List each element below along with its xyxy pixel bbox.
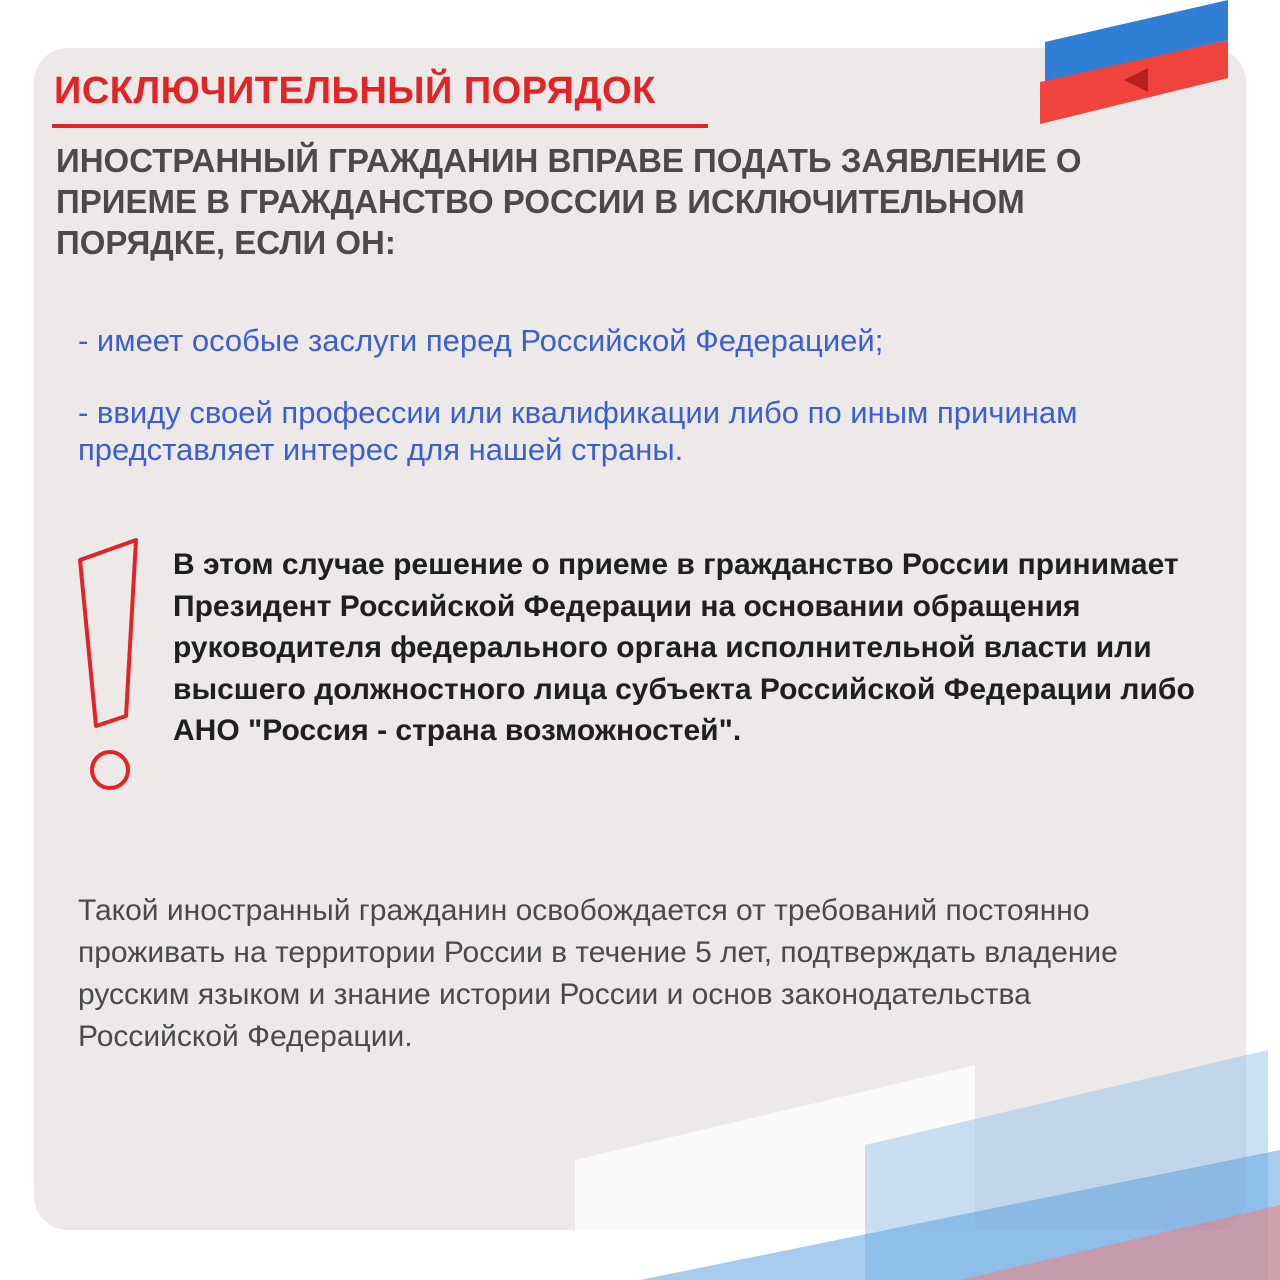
subtitle: ИНОСТРАННЫЙ ГРАЖДАНИН ВПРАВЕ ПОДАТЬ ЗАЯВЛЕНИЕ О ПРИЕМЕ В ГРАЖДАНСТВО РОССИИ В ИСКЛЮЧИТЕЛЬНОМ ПОРЯДКЕ, ЕСЛИ ОН: [56, 142, 1082, 261]
flag-white-stripe [1105, 0, 1228, 40]
exemption-text: Такой иностранный гражданин освобождается от требований постоянно проживать на территории России в течение 5 лет, подтверждать владение русским языком и знание истории России и основ законодательства Российской Федерации. [78, 894, 1118, 1053]
title-underline [52, 124, 708, 128]
condition-item: - имеет особые заслуги перед Российской Федерацией; [78, 323, 884, 358]
condition-item: - ввиду своей профессии или квалификации либо по иным причинам представляет интерес для нашей страны. [78, 395, 1078, 467]
page-title: ИСКЛЮЧИТЕЛЬНЫЙ ПОРЯДОК [54, 70, 656, 112]
president-decision-note: В этом случае решение о приеме в гражданство России принимает Президент Российской Федерации на основании обращения руководителя федерального органа исполнительной власти или высшего должностного лица субъекта Российской Федерации либо АНО "Россия - страна возможностей". [173, 548, 1195, 747]
exclamation-icon [74, 534, 144, 794]
conditions-list [78, 322, 1188, 503]
